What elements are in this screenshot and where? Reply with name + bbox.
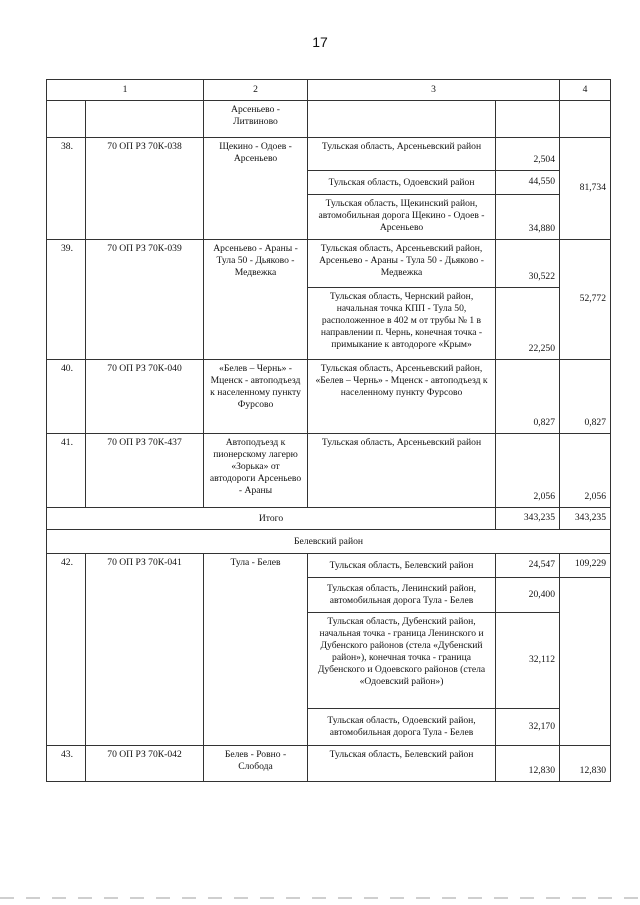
table-row — [47, 101, 611, 138]
roads-table — [46, 79, 611, 782]
total-length: 343,235 — [496, 508, 560, 530]
segment-length: 0,827 — [496, 360, 560, 434]
segment-length: 32,170 — [496, 709, 560, 746]
road-name: Белев - Ровно - Слобода — [204, 746, 308, 782]
total-sum: 343,235 — [560, 508, 611, 530]
road-total: 2,056 — [560, 434, 611, 508]
row-number: 43. — [47, 746, 86, 782]
segment-desc: Тульская область, Дубенский район, начальная точка - граница Ленинского и Дубенского районов (стела «Дубенский район»), конечная точка - граница Дубенского и Одоевского районов (стела «Одоевский район») — [308, 613, 496, 709]
segment-desc: Тульская область, Арсеньевский район — [308, 434, 496, 508]
row-number: 42. — [47, 554, 86, 746]
road-total: 81,734 — [560, 138, 611, 240]
total-row — [47, 508, 611, 530]
segment-desc: Тульская область, Одоевский район, автомобильная дорога Тула - Белев — [308, 709, 496, 746]
road-name: Автоподъезд к пионерскому лагерю «Зорька» от автодороги Арсеньево - Араны — [204, 434, 308, 508]
road-name: Арсеньево - Литвиново — [204, 101, 308, 138]
row-number: 40. — [47, 360, 86, 434]
segment-length: 2,056 — [496, 434, 560, 508]
row-number: 39. — [47, 240, 86, 360]
segment-desc: Тульская область, Белевский район — [308, 554, 496, 578]
table-row — [47, 240, 611, 288]
road-code: 70 ОП РЗ 70К-041 — [86, 554, 204, 746]
road-code: 70 ОП РЗ 70К-042 — [86, 746, 204, 782]
segment-desc: Тульская область, Чернский район, начальная точка КПП - Тула 50, расположенное в 402 м от трубы № 1 в направлении п. Чернь, конечная точка - примыкание к автодороге «Крым» — [308, 288, 496, 360]
row-number: 41. — [47, 434, 86, 508]
segment-desc: Тульская область, Арсеньевский район, «Белев – Чернь» - Мценск - автоподъезд к населенному пункту Фурсово — [308, 360, 496, 434]
header-col-4: 4 — [560, 80, 611, 101]
road-total: 0,827 — [560, 360, 611, 434]
segment-desc: Тульская область, Одоевский район — [308, 171, 496, 195]
road-total: 109,229 — [560, 554, 611, 578]
scan-artifact-line — [0, 897, 640, 899]
table-row — [47, 746, 611, 782]
road-name: Арсеньево - Араны - Тула 50 - Дьяково - Медвежка — [204, 240, 308, 360]
road-code: 70 ОП РЗ 70К-040 — [86, 360, 204, 434]
total-label: Итого — [47, 508, 496, 530]
section-row — [47, 530, 611, 554]
table-row — [47, 434, 611, 508]
segment-desc: Тульская область, Ленинский район, автомобильная дорога Тула - Белев — [308, 578, 496, 613]
section-title: Белевский район — [47, 530, 611, 554]
road-total: 12,830 — [560, 746, 611, 782]
table-row — [47, 138, 611, 171]
road-name: Щекино - Одоев - Арсеньево — [204, 138, 308, 240]
segment-length: 44,550 — [496, 171, 560, 195]
segment-desc: Тульская область, Арсеньевский район — [308, 138, 496, 171]
segment-length: 2,504 — [496, 138, 560, 171]
header-col-1: 1 — [47, 80, 204, 101]
segment-length: 20,400 — [496, 578, 560, 613]
segment-length: 22,250 — [496, 288, 560, 360]
header-col-2: 2 — [204, 80, 308, 101]
segment-length: 12,830 — [496, 746, 560, 782]
road-code: 70 ОП РЗ 70К-039 — [86, 240, 204, 360]
row-number: 38. — [47, 138, 86, 240]
segment-length: 32,112 — [496, 613, 560, 709]
table-row — [47, 554, 611, 578]
segment-desc: Тульская область, Арсеньевский район, Арсеньево - Араны - Тула 50 - Дьяково - Медвежка — [308, 240, 496, 288]
road-code: 70 ОП РЗ 70К-038 — [86, 138, 204, 240]
road-name: «Белев – Чернь» - Мценск - автоподъезд к населенному пункту Фурсово — [204, 360, 308, 434]
road-name: Тула - Белев — [204, 554, 308, 746]
segment-length: 30,522 — [496, 240, 560, 288]
header-col-3: 3 — [308, 80, 560, 101]
road-code: 70 ОП РЗ 70К-437 — [86, 434, 204, 508]
road-total: 52,772 — [560, 240, 611, 360]
header-row — [47, 80, 611, 101]
segment-desc: Тульская область, Белевский район — [308, 746, 496, 782]
table-row — [47, 360, 611, 434]
segment-length: 34,880 — [496, 195, 560, 240]
segment-length: 24,547 — [496, 554, 560, 578]
page-number: 17 — [312, 34, 328, 50]
segment-desc: Тульская область, Щекинский район, автомобильная дорога Щекино - Одоев - Арсеньево — [308, 195, 496, 240]
